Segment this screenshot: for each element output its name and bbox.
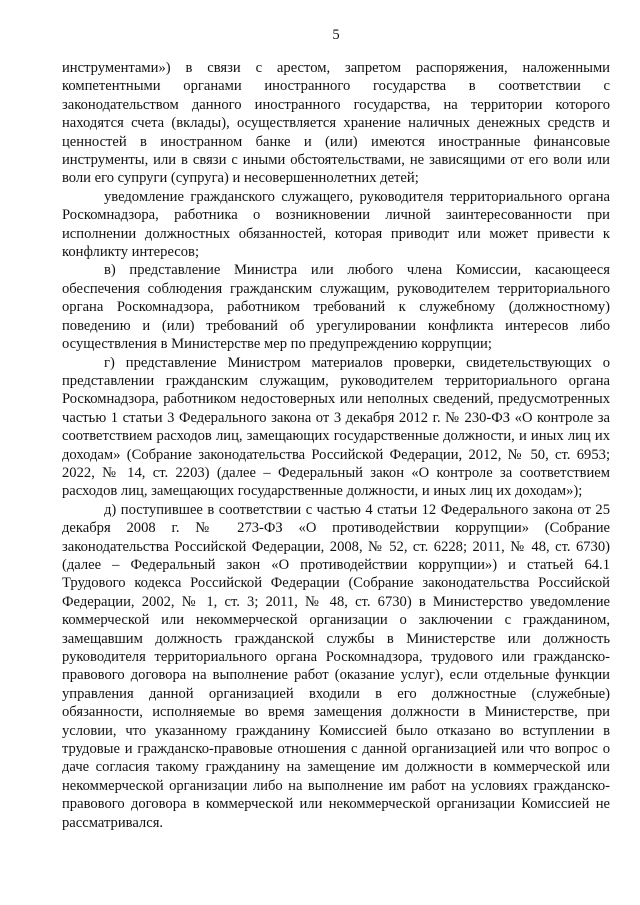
page-number: 5 bbox=[332, 27, 340, 43]
paragraph-notification: уведомление гражданского служащего, руководителя территориального органа Роскомнадзора, работника о возникновении личной заинтересованности при исполнении должностных обязанностей, которая приводит или может привести к конфликту интересов; bbox=[62, 188, 610, 261]
document-body bbox=[62, 59, 610, 832]
paragraph-item-g: г) представление Министром материалов проверки, свидетельствующих о представлении гражданским служащим, руководителем территориального органа Роскомнадзора, работником недостоверных или неполных сведений, предусмотренных частью 1 статьи 3 Федерального закона от 3 декабря 2012 г. № 230-ФЗ «О контроле за соответствием расходов лиц, замещающих государственные должности, и иных лиц их доходам» (Собрание законодательства Российской Федерации, 2012, № 50, ст. 6953; 2022, № 14, ст. 2203) (далее – Федеральный закон «О контроле за соответствием расходов лиц, замещающих государственные должности, и иных лиц их доходам»); bbox=[62, 354, 610, 500]
paragraph-item-v: в) представление Министра или любого члена Комиссии, касающееся обеспечения соблюдения гражданским служащим, руководителем территориального органа Роскомнадзора, работником требований к служебному (должностному) поведению и (или) требований об урегулировании конфликта интересов либо осуществления в Министерстве мер по предупреждению коррупции; bbox=[62, 262, 610, 353]
paragraph-item-d: д) поступившее в соответствии с частью 4 статьи 12 Федерального закона от 25 декабря 2008 г. № 273-ФЗ «О противодействии коррупции» (Собрание законодательства Российской Федерации, 2008, № 52, ст. 6228; 2011, № 48, ст. 6730) (далее – Федеральный закон «О противодействии коррупции») и статьей 64.1 Трудового кодекса Российской Федерации (Собрание законодательства Российской Федерации, 2002, № 1, ст. 3; 2011, № 48, ст. 6730) в Министерство уведомление коммерческой или некоммерческой организации о заключении с гражданином, замещавшим должность гражданской службы в Министерстве или должность руководителя территориального органа Роскомнадзора, трудового или гражданско-правового договора на выполнение работ (оказание услуг), если отдельные функции управления данной организацией входили в его должностные (служебные) обязанности, исполняемые во время замещения должности в Министерстве, при условии, что указанному гражданину Комиссией было отказано во вступлении в трудовые и гражданско-правовые отношения с данной организацией или что вопрос о даче согласия такому гражданину на замещение им должности в коммерческой или некоммерческой организации либо на выполнение им работ на условиях гражданско-правового договора в коммерческой или некоммерческой организации Комиссией не рассматривался. bbox=[62, 501, 610, 831]
paragraph-continuation: инструментами») в связи с арестом, запретом распоряжения, наложенными компетентными органами иностранного государства в соответствии с законодательством данного иностранного государства, на территории которого находятся счета (вклады), осуществляется хранение наличных денежных средств и ценностей в иностранном банке и (или) имеются иностранные финансовые инструменты, или в связи с иными обстоятельствами, не зависящими от его воли или воли его супруги (супруга) и несовершеннолетних детей; bbox=[62, 60, 610, 187]
